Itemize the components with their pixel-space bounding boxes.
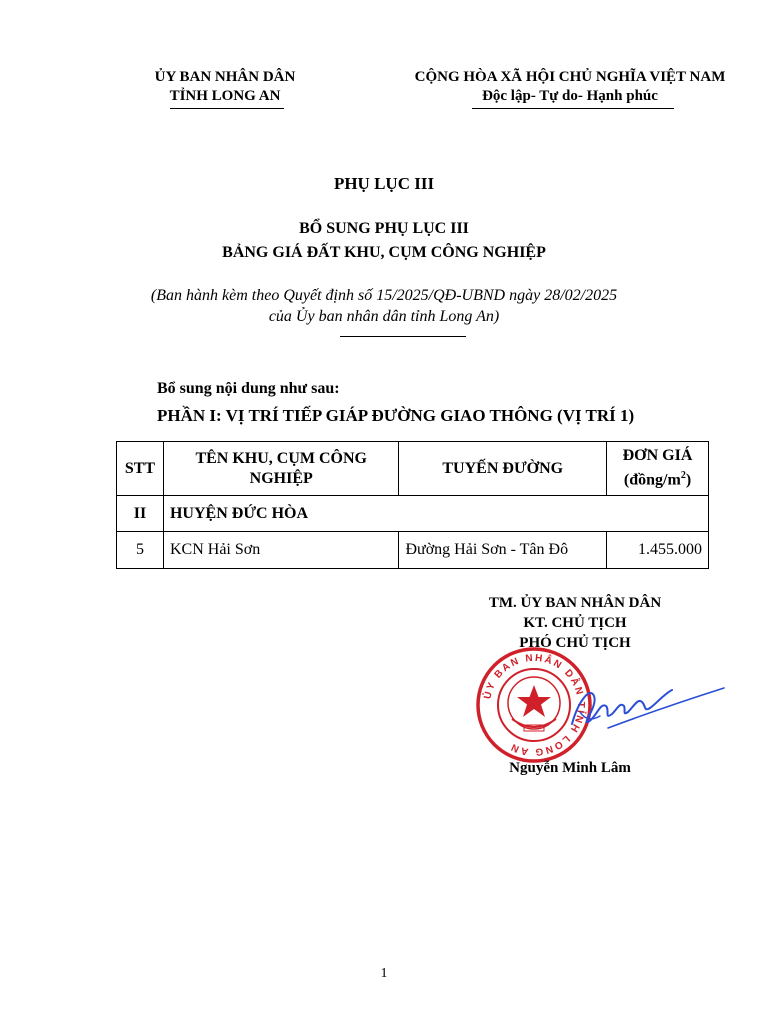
col-price-header: [607, 442, 709, 496]
subtitle-2: BẢNG GIÁ ĐẤT KHU, CỤM CÔNG NGHIỆP: [222, 244, 546, 261]
col-stt-header: STT: [117, 442, 164, 496]
issuer-underline: [170, 108, 284, 109]
title-divider: [340, 336, 466, 337]
section-heading: PHẦN I: VỊ TRÍ TIẾP GIÁP ĐƯỜNG GIAO THÔNG (VỊ TRÍ 1): [157, 406, 635, 425]
national-header: [380, 68, 760, 106]
decision-note-2: của Ủy ban nhân dân tỉnh Long An): [268, 308, 500, 325]
sign-line3: PHÓ CHỦ TỊCH: [519, 635, 631, 651]
signature-title: [420, 593, 730, 653]
row-price: 1.455.000: [607, 532, 709, 569]
price-label: ĐƠN GIÁ: [622, 447, 693, 465]
row-road: Đường Hải Sơn - Tân Đô: [399, 532, 607, 569]
page-title: PHỤ LỤC III: [333, 174, 435, 193]
issuer-line2: TỈNH LONG AN: [169, 88, 281, 104]
national-title: CỘNG HÒA XÃ HỘI CHỦ NGHĨA VIỆT NAM: [414, 69, 726, 85]
sign-line1: TM. ỦY BAN NHÂN DÂN: [488, 595, 662, 611]
col-road-header: TUYẾN ĐƯỜNG: [399, 442, 607, 496]
price-unit: $(đồng/m^2)$: [623, 470, 692, 489]
sign-line2: KT. CHỦ TỊCH: [523, 615, 627, 631]
decision-note-1: (Ban hành kèm theo Quyết định số 15/2025/QĐ-UBND ngày 28/02/2025: [150, 287, 618, 304]
row-stt: 5: [117, 532, 164, 569]
group-name: HUYỆN ĐỨC HÒA: [163, 496, 708, 532]
price-table: [116, 441, 709, 569]
group-row: [117, 496, 709, 532]
table-row: [117, 532, 709, 569]
issuer-block: [120, 68, 330, 106]
col-name-header: TÊN KHU, CỤM CÔNG NGHIỆP: [163, 442, 398, 496]
row-name: KCN Hải Sơn: [163, 532, 398, 569]
national-motto: Độc lập- Tự do- Hạnh phúc: [482, 88, 658, 104]
table-header-row: [117, 442, 709, 496]
page-number: 1: [380, 966, 388, 981]
handwritten-signature: [560, 672, 730, 742]
group-stt: II: [117, 496, 164, 532]
issuer-line1: ỦY BAN NHÂN DÂN: [154, 69, 296, 85]
subtitle-1: BỔ SUNG PHỤ LỤC III: [299, 220, 469, 237]
intro-text: Bổ sung nội dung như sau:: [157, 380, 340, 397]
stamp-text: ỦY BAN NHÂN DÂN TỈNH LONG AN: [482, 652, 587, 758]
signer-name: Nguyễn Minh Lâm: [509, 760, 631, 776]
motto-underline: [472, 108, 674, 109]
